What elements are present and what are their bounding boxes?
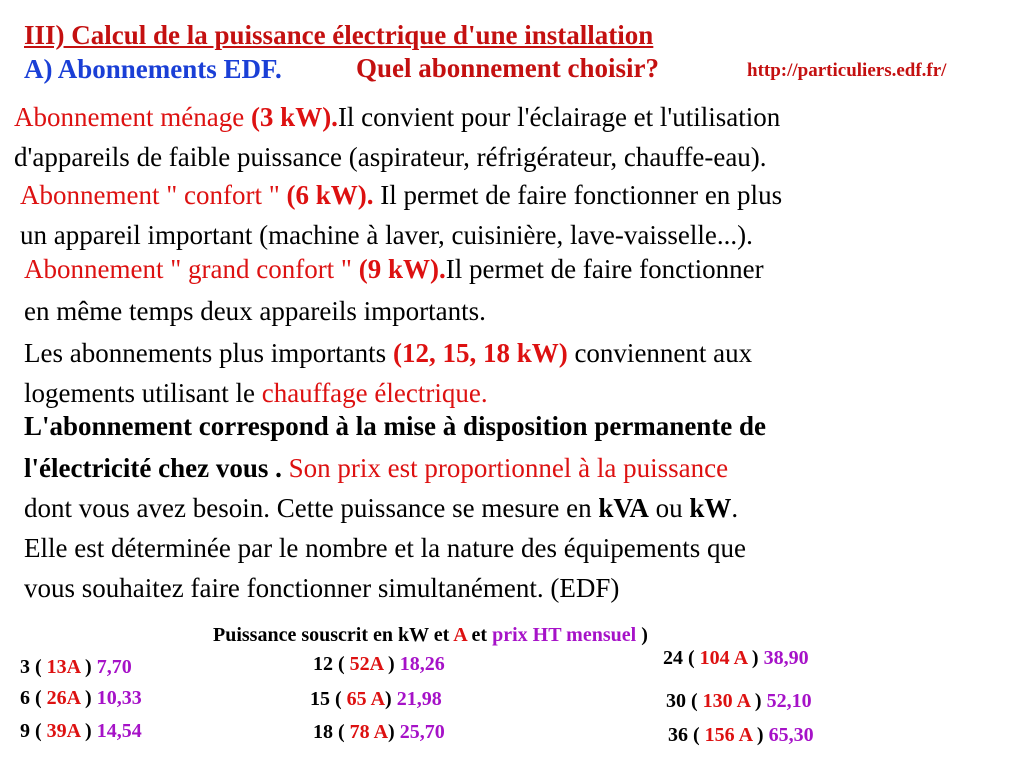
table-header-end: ) <box>636 624 648 646</box>
table-header-amp: A <box>453 624 467 646</box>
row-amp: 156 A <box>704 724 752 746</box>
row-price: 18,26 <box>399 653 445 675</box>
table-row <box>313 653 445 676</box>
row-price: 25,70 <box>399 721 445 743</box>
row-price: 14,54 <box>96 720 142 742</box>
row-price: 7,70 <box>96 656 132 678</box>
row-amp: 13A <box>46 656 81 678</box>
definition-line3-lead: dont vous avez besoin. Cette puissance se mesure en <box>24 493 599 523</box>
row-amp: 52A <box>349 653 384 675</box>
definition-line3-end: . <box>731 493 739 523</box>
row-close: ) <box>749 690 767 712</box>
table-row <box>310 688 442 711</box>
definition-line-1: L'abonnement correspond à la mise à disposition permanente de <box>24 411 767 441</box>
row-kw: 30 ( <box>666 690 703 712</box>
row-amp: 39A <box>46 720 81 742</box>
grand-confort-line-1 <box>24 249 764 289</box>
row-amp: 104 A <box>699 647 747 669</box>
confort-power: (6 kW). <box>286 180 374 210</box>
row-kw: 15 ( <box>310 688 347 710</box>
definition-line-2 <box>24 448 728 488</box>
row-close: ) <box>385 688 397 710</box>
row-price: 21,98 <box>396 688 442 710</box>
row-kw: 6 ( <box>20 687 47 709</box>
definition-price: Son prix est proportionnel à la puissance <box>288 453 729 483</box>
table-row <box>20 687 142 710</box>
definition-bold: l'électricité chez vous . <box>24 453 289 483</box>
table-header <box>213 624 648 647</box>
table-header-mid: et <box>466 624 493 646</box>
table-row <box>668 724 814 747</box>
menage-power: (3 kW). <box>250 102 338 132</box>
row-close: ) <box>751 724 769 746</box>
plus-lead: Les abonnements plus importants <box>24 338 393 368</box>
table-row <box>666 690 812 713</box>
table-row <box>20 656 132 679</box>
menage-line-2: d'appareils de faible puissance (aspirateur, réfrigérateur, chauffe-eau). <box>14 142 767 172</box>
row-kw: 12 ( <box>313 653 350 675</box>
menage-desc: Il convient pour l'éclairage et l'utilisation <box>337 102 781 132</box>
row-close: ) <box>80 656 97 678</box>
unit-kva: kVA <box>598 493 649 523</box>
row-amp: 26A <box>46 687 81 709</box>
table-row <box>20 720 142 743</box>
row-close: ) <box>388 721 400 743</box>
page-title: III) Calcul de la puissance électrique d'une installation <box>24 20 654 50</box>
row-kw: 18 ( <box>313 721 350 743</box>
row-amp: 130 A <box>702 690 750 712</box>
confort-name: Abonnement " confort " <box>20 180 287 210</box>
menage-line-1 <box>14 97 780 137</box>
grand-confort-line-2: en même temps deux appareils importants. <box>24 296 486 326</box>
row-kw: 24 ( <box>663 647 700 669</box>
row-price: 65,30 <box>768 724 814 746</box>
table-row <box>663 647 809 670</box>
row-price: 52,10 <box>766 690 812 712</box>
row-amp: 65 A <box>346 688 386 710</box>
plus-heating: chauffage électrique. <box>261 378 488 408</box>
section-heading: A) Abonnements EDF. <box>24 54 282 84</box>
row-amp: 78 A <box>349 721 389 743</box>
unit-kw: kW <box>689 493 732 523</box>
row-price: 38,90 <box>763 647 809 669</box>
definition-line-5: vous souhaitez faire fonctionner simultanément. (EDF) <box>24 573 620 603</box>
row-kw: 3 ( <box>20 656 47 678</box>
definition-line-4: Elle est déterminée par le nombre et la nature des équipements que <box>24 533 746 563</box>
source-link[interactable]: http://particuliers.edf.fr/ <box>747 60 947 81</box>
menage-name: Abonnement ménage <box>14 102 251 132</box>
confort-line-1 <box>20 175 782 215</box>
table-header-price: prix HT mensuel <box>492 624 637 646</box>
row-kw: 36 ( <box>668 724 705 746</box>
plus-rest: conviennent aux <box>567 338 753 368</box>
grand-confort-power: (9 kW). <box>358 254 446 284</box>
table-row <box>313 721 445 744</box>
row-close: ) <box>383 653 400 675</box>
confort-desc: Il permet de faire fonctionner en plus <box>373 180 783 210</box>
plus-line-1 <box>24 333 752 373</box>
section-question: Quel abonnement choisir? <box>356 53 660 83</box>
table-header-lead: Puissance souscrit en kW et <box>213 624 454 646</box>
row-close: ) <box>80 687 97 709</box>
grand-confort-desc: Il permet de faire fonctionner <box>445 254 764 284</box>
plus-line2-lead: logements utilisant le <box>24 378 262 408</box>
row-close: ) <box>746 647 764 669</box>
plus-power: (12, 15, 18 kW) <box>392 338 568 368</box>
confort-line-2: un appareil important (machine à laver, cuisinière, lave-vaisselle...). <box>20 220 753 250</box>
row-kw: 9 ( <box>20 720 47 742</box>
definition-line3-mid: ou <box>648 493 690 523</box>
row-close: ) <box>80 720 97 742</box>
definition-line-3 <box>24 488 738 528</box>
row-price: 10,33 <box>96 687 142 709</box>
grand-confort-name: Abonnement " grand confort " <box>24 254 359 284</box>
